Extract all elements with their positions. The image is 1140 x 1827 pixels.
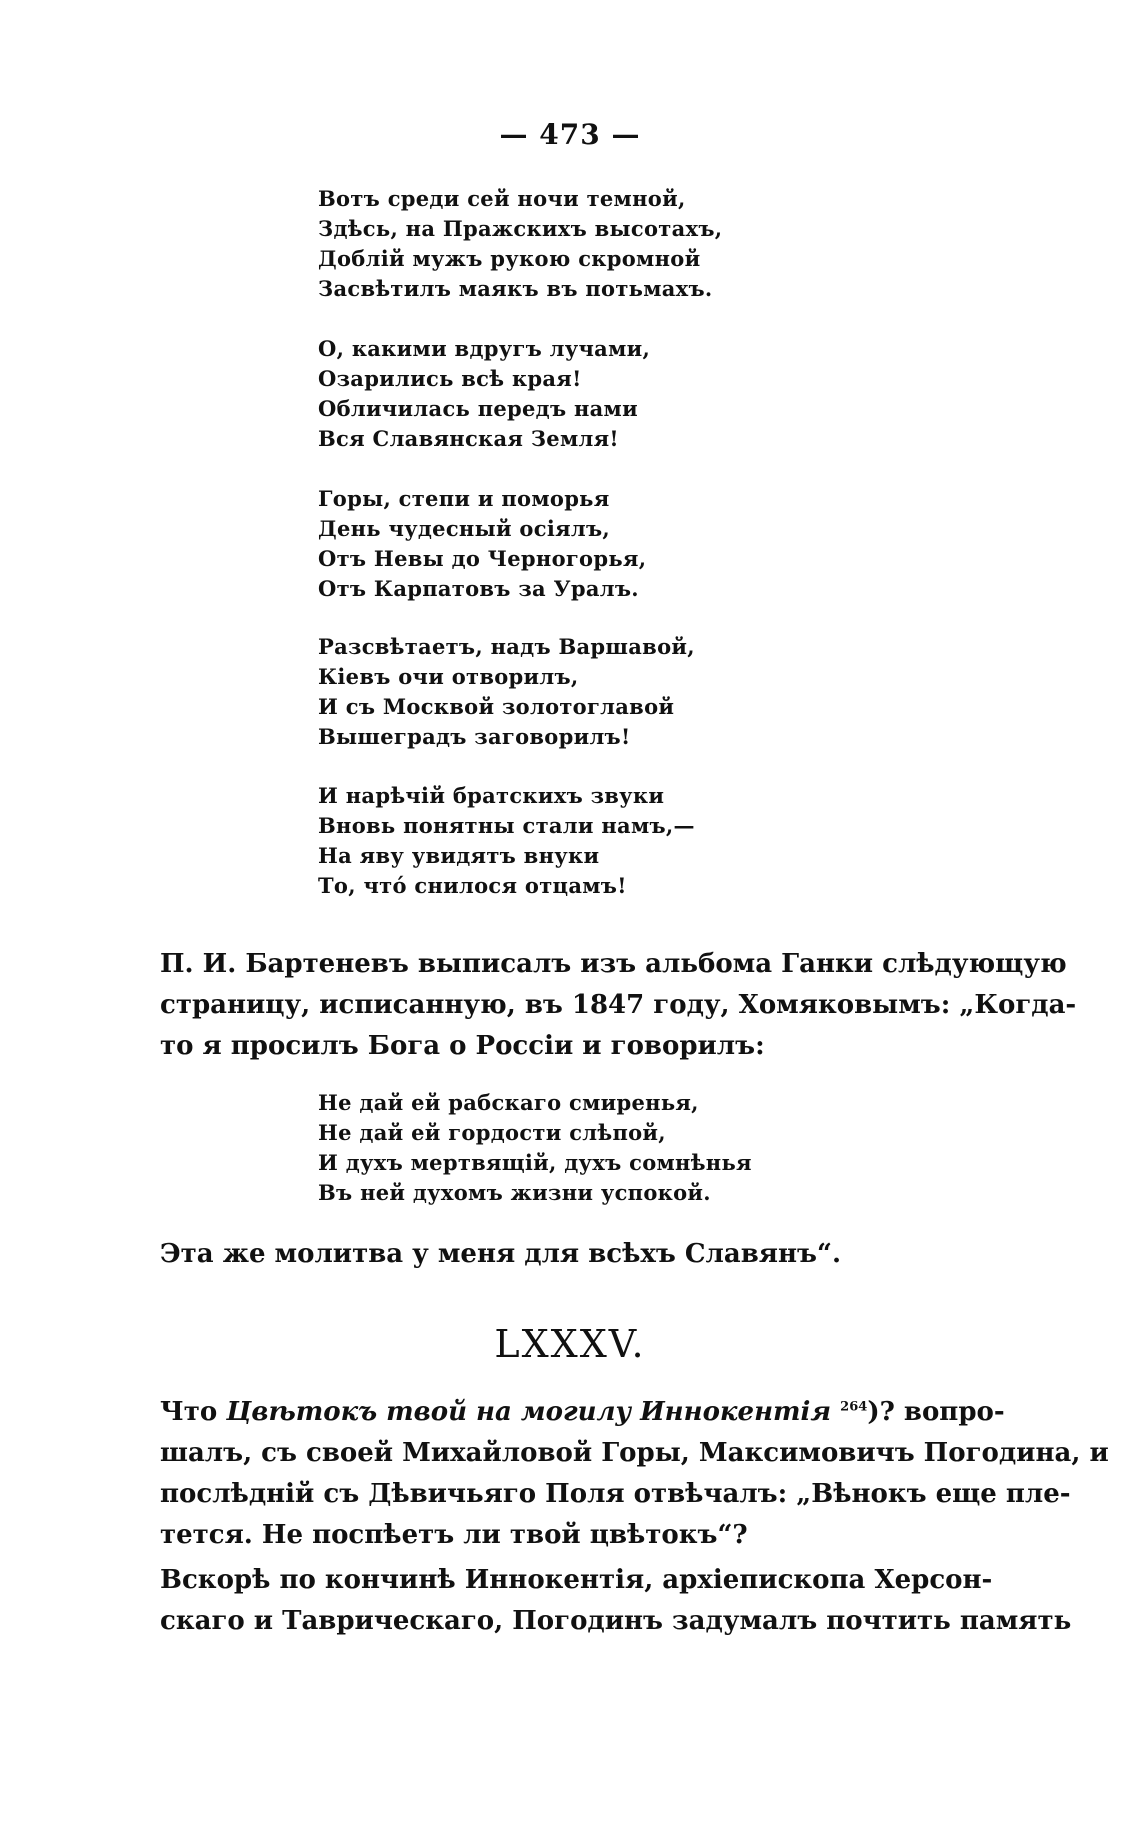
prose-line: П. И. Бартеневъ выписалъ изъ альбома Ганки слѣдующую — [160, 949, 1067, 979]
verse-line: Кіевъ очи отворилъ, — [318, 664, 579, 689]
chapter-heading: LXXXV. — [494, 1322, 646, 1366]
poem-stanza-2 — [318, 334, 650, 454]
prose-line: Эта же молитва у меня для всѣхъ Славянъ“. — [160, 1239, 841, 1269]
paragraph-flower — [160, 1392, 1109, 1556]
prose-line: Вскорѣ по кончинѣ Иннокентія, архіепископа Херсон- — [160, 1565, 993, 1595]
paragraph-bartenev — [160, 944, 1077, 1067]
prose-line: то я просилъ Бога о Россіи и говорилъ: — [160, 1031, 765, 1061]
verse-line: Разсвѣтаетъ, надъ Варшавой, — [318, 634, 695, 659]
prose-line: страницу, исписанную, въ 1847 году, Хомяковымъ: „Когда- — [160, 990, 1077, 1020]
verse-line: Горы, степи и поморья — [318, 486, 610, 511]
poem-stanza-4 — [318, 632, 695, 752]
verse-line: Вся Славянская Земля! — [318, 426, 619, 451]
footnote-marker: 264 — [840, 1399, 868, 1415]
prayer-stanza — [318, 1088, 752, 1208]
verse-line: Отъ Карпатовъ за Уралъ. — [318, 576, 639, 601]
verse-line: День чудесный осіялъ, — [318, 516, 611, 541]
verse-line: Отъ Невы до Черногорья, — [318, 546, 647, 571]
italic-title: Цвѣтокъ твой на могилу Иннокентія — [226, 1397, 832, 1427]
verse-line: То, чтó снилося отцамъ! — [318, 873, 627, 898]
verse-line: Засвѣтилъ маякъ въ потьмахъ. — [318, 276, 713, 301]
verse-line: Не дай ей рабскаго смиренья, — [318, 1090, 699, 1115]
prose-line: скаго и Таврическаго, Погодинъ задумалъ почтить память — [160, 1606, 1072, 1636]
verse-line: Вновь понятны стали намъ,— — [318, 813, 695, 838]
paragraph-prayer-end — [160, 1234, 958, 1275]
verse-line: О, какими вдругъ лучами, — [318, 336, 651, 361]
verse-line: На яву увидятъ внуки — [318, 843, 600, 868]
verse-line: Доблій мужъ рукою скромной — [318, 246, 701, 271]
page-number: — 473 — — [499, 118, 641, 151]
prose-line: шалъ, съ своей Михайловой Горы, Максимовичъ Погодина, и — [160, 1438, 1109, 1468]
prose-line-with-italic — [160, 1392, 1005, 1433]
text-segment: )? вопро- — [867, 1397, 1005, 1427]
poem-stanza-1 — [318, 184, 722, 304]
text-segment: Что — [160, 1397, 218, 1427]
verse-line: Въ ней духомъ жизни успокой. — [318, 1180, 711, 1205]
poem-stanza-5 — [318, 781, 695, 901]
verse-line: Озарились всѣ края! — [318, 366, 582, 391]
prose-line: послѣдній съ Дѣвичьяго Поля отвѣчалъ: „Вѣнокъ еще пле- — [160, 1479, 1071, 1509]
verse-line: Вышеградъ заговорилъ! — [318, 724, 631, 749]
verse-line: Не дай ей гордости слѣпой, — [318, 1120, 666, 1145]
poem-stanza-3 — [318, 484, 646, 604]
verse-line: Здѣсь, на Пражскихъ высотахъ, — [318, 216, 723, 241]
verse-line: И нарѣчій братскихъ звуки — [318, 783, 665, 808]
paragraph-innokenty — [160, 1560, 1072, 1642]
verse-line: Обличилась передъ нами — [318, 396, 638, 421]
verse-line: И духъ мертвящій, духъ сомнѣнья — [318, 1150, 752, 1175]
verse-line: И съ Москвой золотоглавой — [318, 694, 675, 719]
prose-line: тется. Не поспѣетъ ли твой цвѣтокъ“? — [160, 1520, 748, 1550]
verse-line: Вотъ среди сей ночи темной, — [318, 186, 686, 211]
